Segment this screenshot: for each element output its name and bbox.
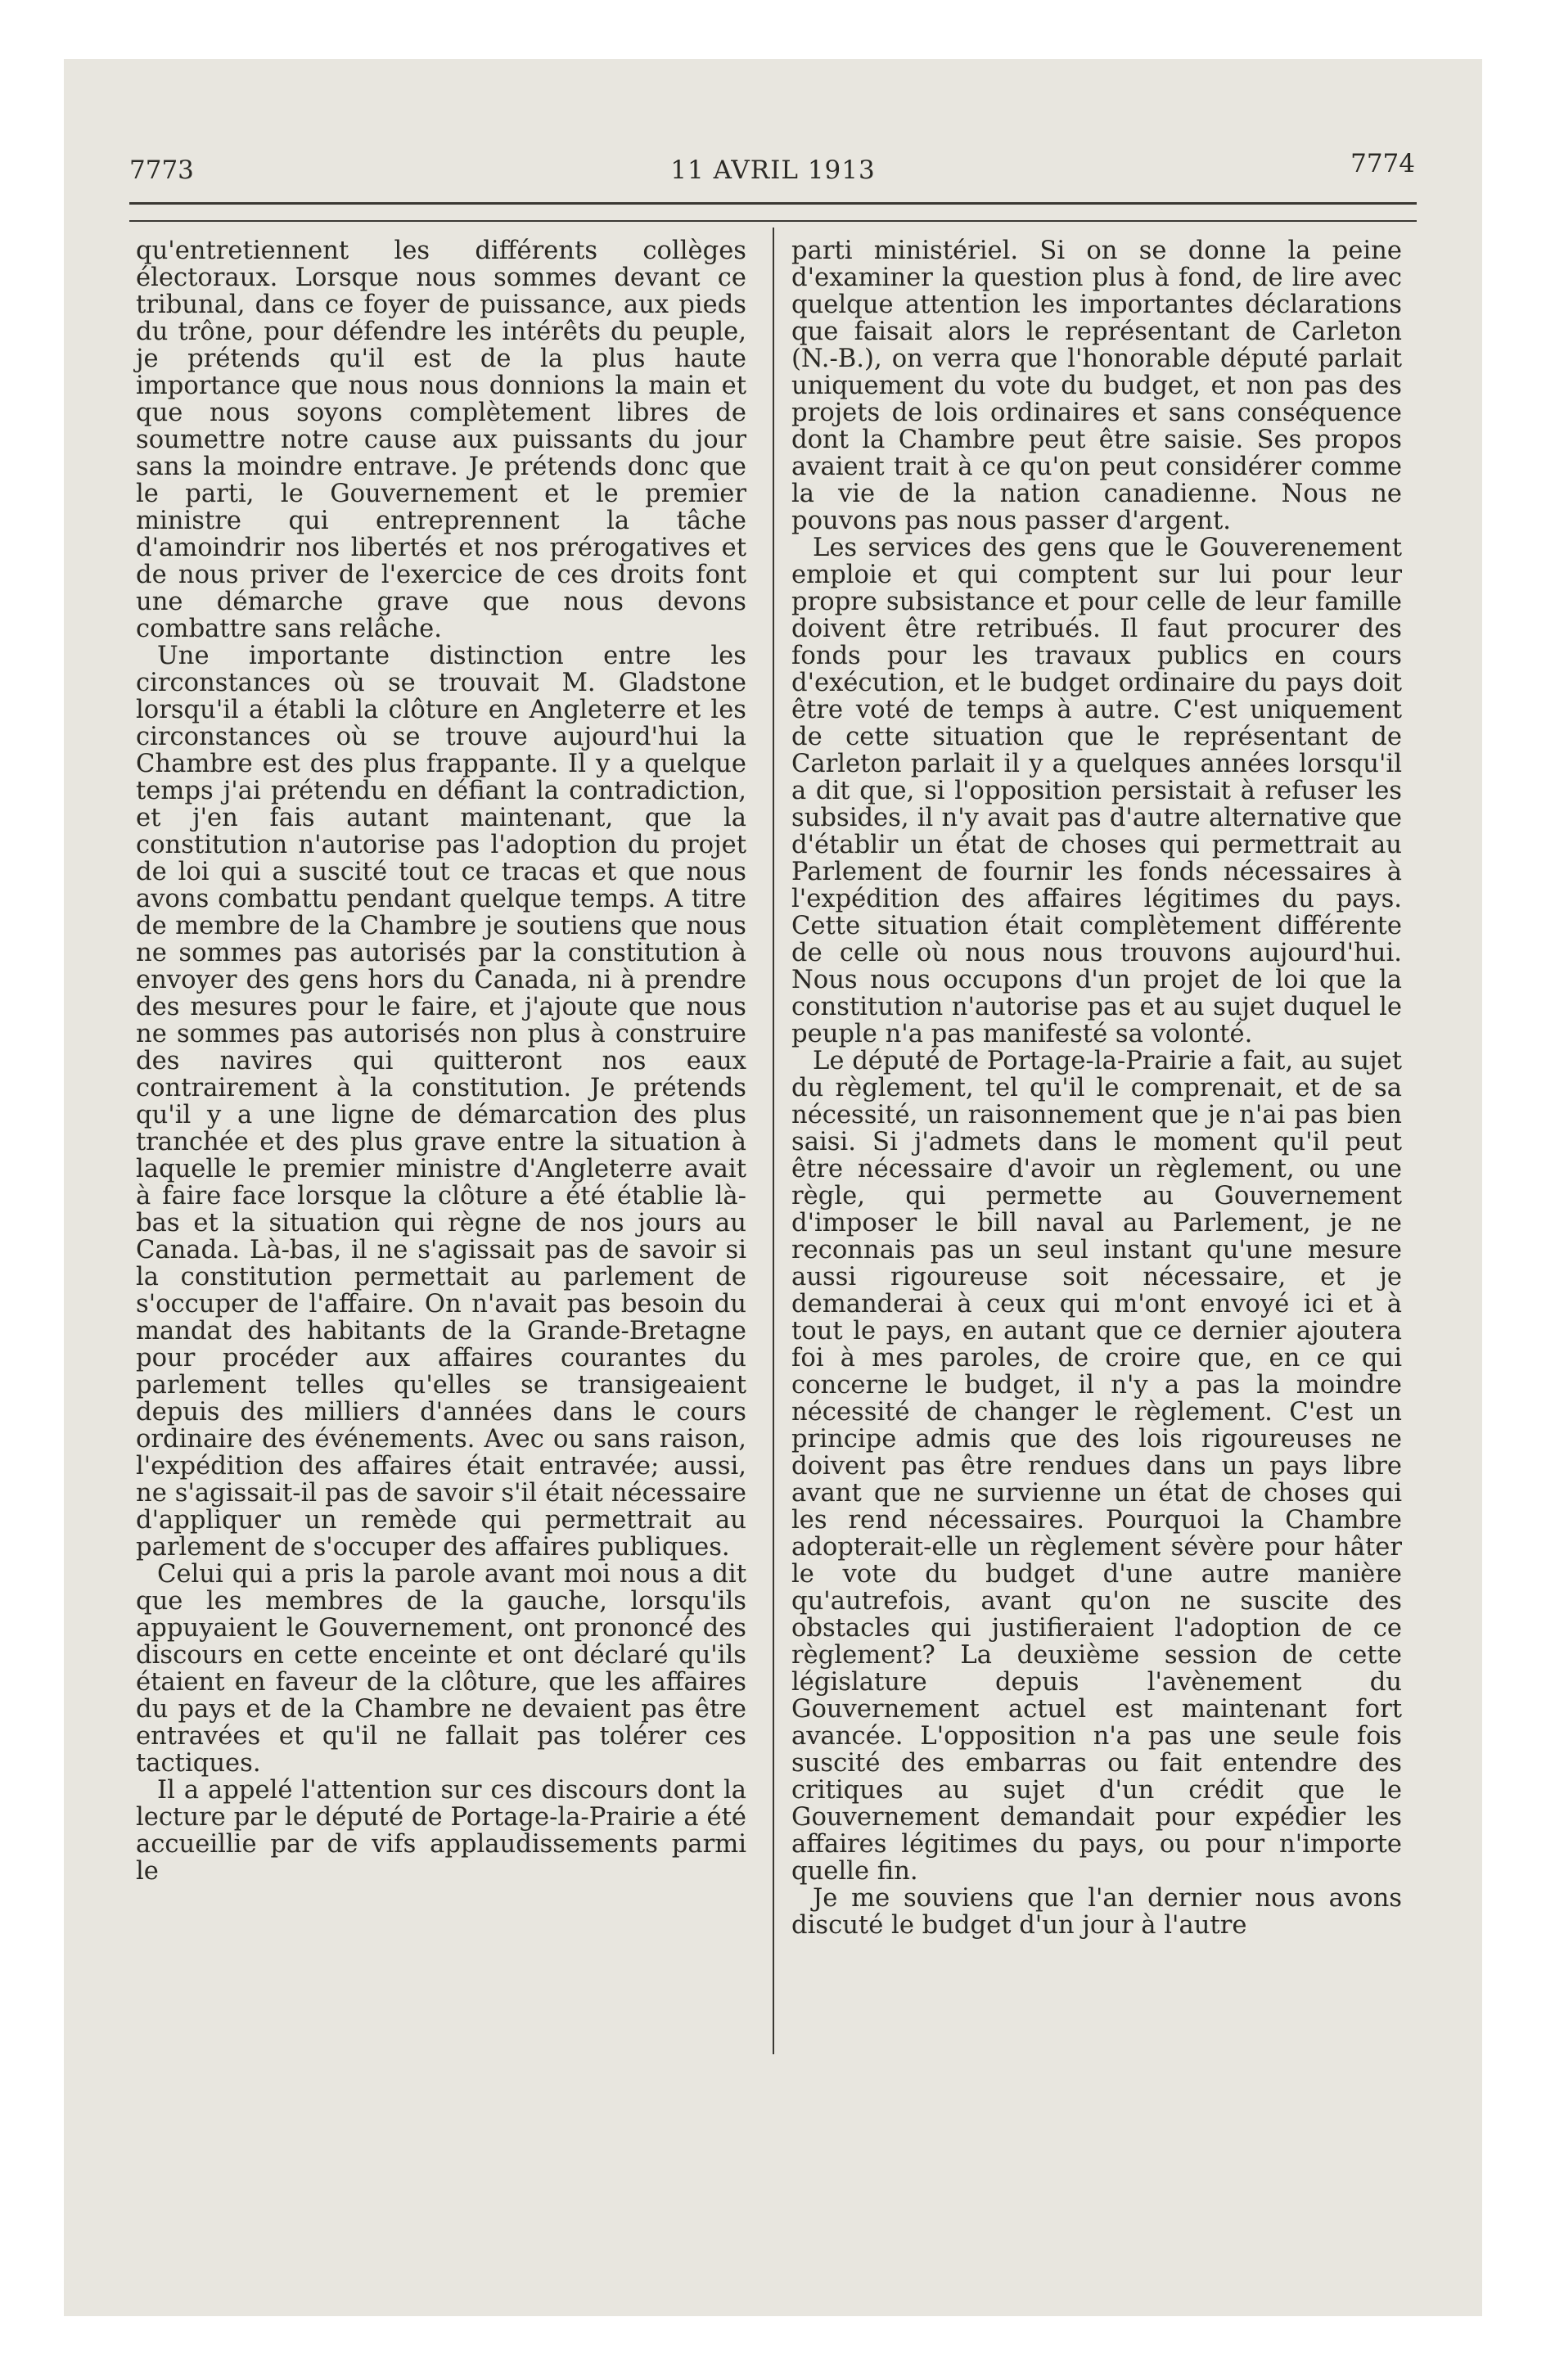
column-divider	[773, 228, 774, 2054]
scanned-page	[64, 59, 1482, 2316]
paragraph: Je me souviens que l'an dernier nous avons discuté le budget d'un jour à l'autre	[791, 1884, 1402, 1940]
header-rule-top	[129, 202, 1417, 205]
paragraph: Celui qui a pris la parole avant moi nous a dit que les membres de la gauche, lorsqu'ils appuyaient le Gouvernement, ont prononcé des discours en cette enceinte et ont déclaré qu'ils étaient en faveur de la clôture, que les affaires du pays et de la Chambre ne devaient pas être entravées et qu'il ne fallait pas tolérer ces tactiques.	[136, 1560, 746, 1778]
paragraph: Une importante distinction entre les circonstances où se trouvait M. Gladstone lorsqu'il a établi la clôture en Angleterre et les circonstances où se trouve aujourd'hui la Chambre est des plus frappante. Il y a quelque temps j'ai prétendu en défiant la contradiction, et j'en fais autant maintenant, que la constitution n'autorise pas l'adoption du projet de loi qui a suscité tout ce tracas et que nous avons combattu pendant quelque temps. A titre de membre de la Chambre je soutiens que nous ne sommes pas autorisés par la constitution à envoyer des gens hors du Canada, ni à prendre des mesures pour le faire, et j'ajoute que nous ne sommes pas autorisés non plus à construire des navires qui quitteront nos eaux contrairement à la constitution. Je prétends qu'il y a une ligne de démarcation des plus tranchée et des plus grave entre la situation à laquelle le premier ministre d'Angleterre avait à faire face lorsque la clôture a été établie là-bas et la situation qui règne de nos jours au Canada. Là-bas, il ne s'agissait pas de savoir si la constitution permettait au parlement de s'occuper de l'affaire. On n'avait pas besoin du mandat des habitants de la Grande-Bretagne pour procéder aux affaires courantes du parlement telles qu'elles se transigeaient depuis des milliers d'années dans le cours ordinaire des événements. Avec ou sans raison, l'expédition des affaires était entravée; aussi, ne s'agissait-il pas de savoir s'il était nécessaire d'appliquer un remède qui permettrait au parlement de s'occuper des affaires publiques.	[136, 642, 746, 1562]
paragraph: Il a appelé l'attention sur ces discours dont la lecture par le député de Portage-la-Prairie a été accueillie par de vifs applaudissements parmi le	[136, 1776, 746, 1886]
page-header	[64, 149, 1482, 205]
page-number-right: 7774	[1350, 149, 1415, 178]
paragraph: qu'entretiennent les différents collèges électoraux. Lorsque nous sommes devant ce tribunal, dans ce foyer de puissance, aux pieds du trône, pour défendre les intérêts du peuple, je prétends qu'il est de la plus haute importance que nous nous donnions la main et que nous soyons complètement libres de soumettre notre cause aux puissants du jour sans la moindre entrave. Je prétends donc que le parti, le Gouvernement et le premier ministre qui entreprennent la tâche d'amoindrir nos libertés et nos prérogatives et de nous priver de l'exercice de ces droits font une démarche grave que nous devons combattre sans relâche.	[136, 237, 746, 643]
paragraph: Les services des gens que le Gouverenement emploie et qui comptent sur lui pour leur propre subsistance et pour celle de leur famille doivent être retribués. Il faut procurer des fonds pour les travaux publics en cours d'exécution, et le budget ordinaire du pays doit être voté de temps à autre. C'est uniquement de cette situation que le représentant de Carleton parlait il y a quelques années lorsqu'il a dit que, si l'opposition persistait à refuser les subsides, il n'y avait pas d'autre alternative que d'établir un état de choses qui permettrait au Parlement de fournir les fonds nécessaires à l'expédition des affaires légitimes du pays. Cette situation était complètement différente de celle où nous nous trouvons aujourd'hui. Nous nous occupons d'un projet de loi que la constitution n'autorise pas et au sujet duquel le peuple n'a pas manifesté sa volonté.	[791, 534, 1402, 1048]
right-column	[791, 237, 1402, 1939]
paragraph: Le député de Portage-la-Prairie a fait, au sujet du règlement, tel qu'il le comprenait, et de sa nécessité, un raisonnement que je n'ai pas bien saisi. Si j'admets dans le moment qu'il peut être nécessaire d'avoir un règlement, ou une règle, qui permette au Gouvernement d'imposer le bill naval au Parlement, je ne reconnais pas un seul instant qu'une mesure aussi rigoureuse soit nécessaire, et je demanderai à ceux qui m'ont envoyé ici et à tout le pays, en autant que ce dernier ajoutera foi à mes paroles, de croire que, en ce qui concerne le budget, il n'y a pas la moindre nécessité de changer le règlement. C'est un principe admis que des lois rigoureuses ne doivent pas être rendues dans un pays libre avant que ne survienne un état de choses qui les rend nécessaires. Pourquoi la Chambre adopterait-elle un règlement sévère pour hâter le vote du budget d'une autre manière qu'autrefois, avant qu'on ne suscite des obstacles qui justifieraient l'adoption de ce règlement? La deuxième session de cette législature depuis l'avènement du Gouvernement actuel est maintenant fort avancée. L'opposition n'a pas une seule fois suscité des embarras ou fait entendre des critiques au sujet d'un crédit que le Gouvernement demandait pour expédier les affaires légitimes du pays, ou pour n'importe quelle fin.	[791, 1047, 1402, 1886]
header-date: 11 AVRIL 1913	[670, 156, 876, 185]
header-rule-bottom	[129, 220, 1417, 222]
paragraph: parti ministériel. Si on se donne la peine d'examiner la question plus à fond, de lire avec quelque attention les importantes déclarations que faisait alors le représentant de Carleton (N.-B.), on verra que l'honorable député parlait uniquement du vote du budget, et non pas des projets de lois ordinaires et sans conséquence dont la Chambre peut être saisie. Ses propos avaient trait à ce qu'on peut considérer comme la vie de la nation canadienne. Nous ne pouvons pas nous passer d'argent.	[791, 237, 1402, 535]
page-number-left: 7773	[129, 156, 194, 185]
left-column	[136, 237, 746, 1885]
